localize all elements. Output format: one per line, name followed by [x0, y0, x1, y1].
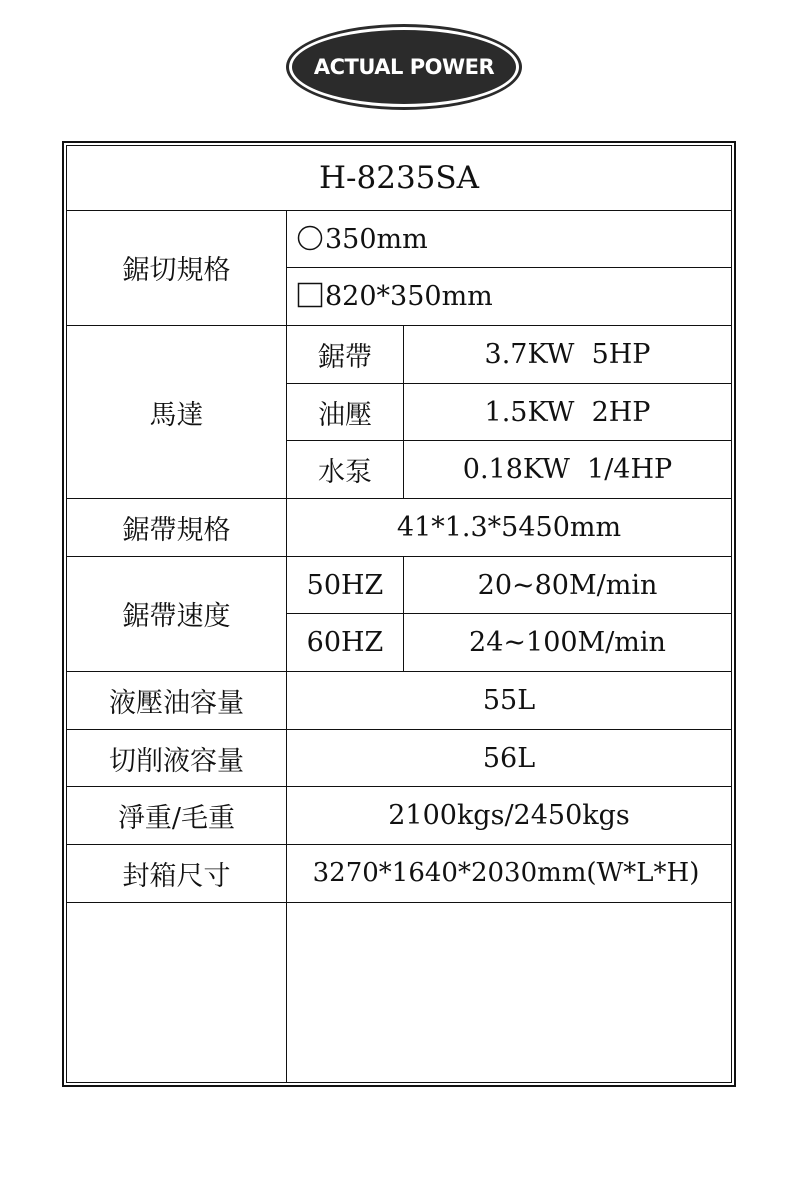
- empty-value-cell: [287, 902, 732, 1082]
- motor-hydraulic-name: 油壓: [287, 383, 404, 441]
- circle-outline-icon: [297, 225, 323, 251]
- cutting-round-cell: [287, 210, 732, 268]
- hydraulic-oil-value: 55L: [287, 672, 732, 730]
- weight-value: 2100kgs/2450kgs: [287, 787, 732, 845]
- cutting-square-cell: [287, 268, 732, 326]
- packing-value: 3270*1640*2030mm(W*L*H): [287, 845, 732, 903]
- blade-row: [67, 499, 732, 557]
- coolant-label: 切削液容量: [67, 729, 287, 787]
- motor-saw-value: 3.7KW 5HP: [404, 326, 732, 384]
- blade-value: 41*1.3*5450mm: [287, 499, 732, 557]
- speed-60hz-name: 60HZ: [287, 614, 404, 672]
- spec-table: [66, 145, 732, 1083]
- coolant-row: [67, 729, 732, 787]
- square-outline-icon: [297, 282, 323, 308]
- motor-hydraulic-value: 1.5KW 2HP: [404, 383, 732, 441]
- blade-label: 鋸帶規格: [67, 499, 287, 557]
- logo-text: ACTUAL POWER: [313, 55, 495, 79]
- model-row: [67, 146, 732, 211]
- speed-row-50hz: [67, 556, 732, 614]
- cutting-square-value: 820*350mm: [325, 281, 493, 313]
- hydraulic-oil-label: 液壓油容量: [67, 672, 287, 730]
- spec-table-frame: [62, 141, 736, 1087]
- speed-label: 鋸帶速度: [67, 556, 287, 671]
- weight-row: [67, 787, 732, 845]
- cutting-label: 鋸切規格: [67, 210, 287, 325]
- motor-pump-name: 水泵: [287, 441, 404, 499]
- speed-60hz-value: 24~100M/min: [404, 614, 732, 672]
- weight-label: 淨重/毛重: [67, 787, 287, 845]
- empty-label-cell: [67, 902, 287, 1082]
- actual-power-logo: [289, 27, 519, 107]
- motor-saw-name: 鋸帶: [287, 326, 404, 384]
- motor-label: 馬達: [67, 326, 287, 499]
- motor-row-saw: [67, 326, 732, 384]
- cutting-row-round: [67, 210, 732, 268]
- hydraulic-oil-row: [67, 672, 732, 730]
- speed-50hz-name: 50HZ: [287, 556, 404, 614]
- cutting-round-value: 350mm: [325, 223, 428, 255]
- coolant-value: 56L: [287, 729, 732, 787]
- motor-pump-value: 0.18KW 1/4HP: [404, 441, 732, 499]
- speed-50hz-value: 20~80M/min: [404, 556, 732, 614]
- model-title: H-8235SA: [67, 146, 732, 211]
- packing-row: [67, 845, 732, 903]
- packing-label: 封箱尺寸: [67, 845, 287, 903]
- empty-row: [67, 902, 732, 1082]
